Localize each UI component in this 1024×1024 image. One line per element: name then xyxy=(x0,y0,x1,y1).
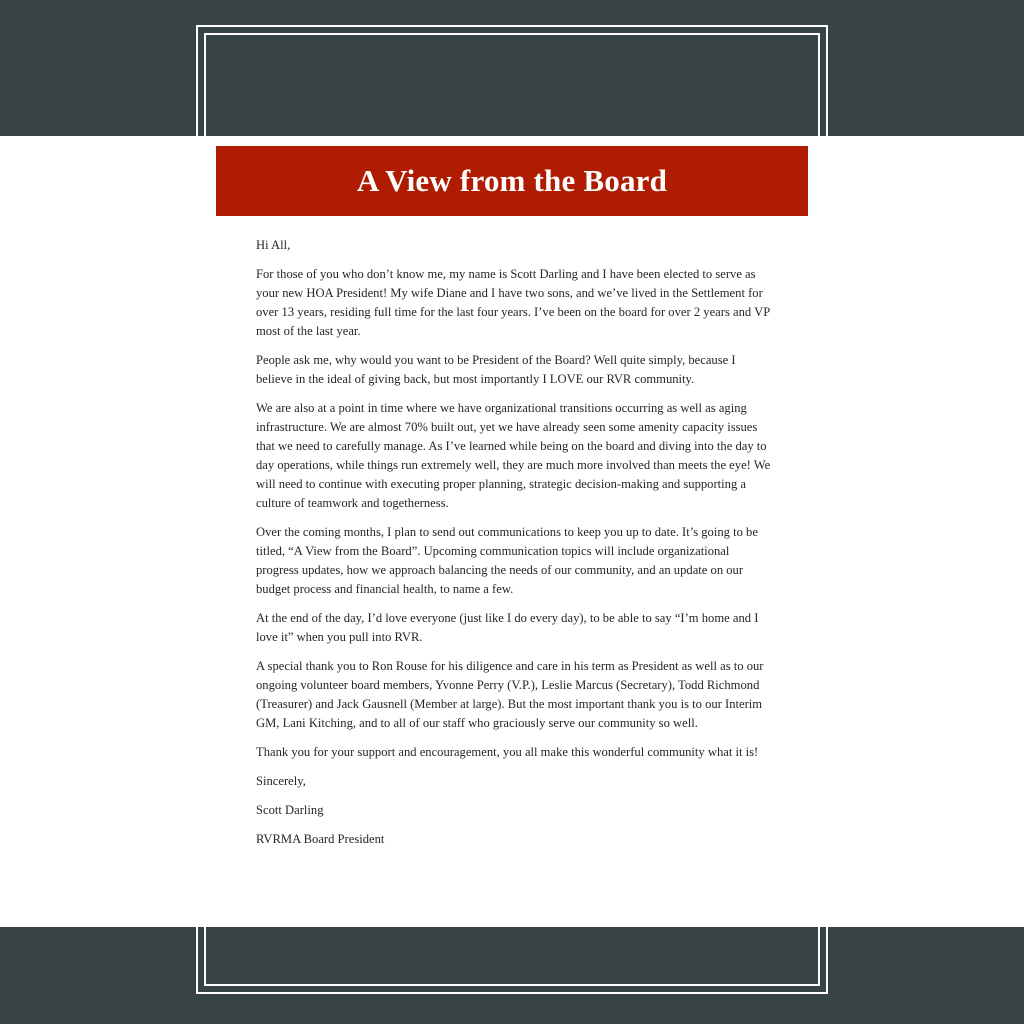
frame-rule-right-outer xyxy=(826,136,828,927)
letter-paragraph: People ask me, why would you want to be President of the Board? Well quite simply, because I believe in the ideal of giving back, but most importantly I LOVE our RVR community. xyxy=(256,353,736,386)
title-banner xyxy=(216,146,808,216)
letter-paragraph: Thank you for your support and encouragement, you all make this wonderful community what it is! xyxy=(256,745,759,759)
letter-paragraph: A special thank you to Ron Rouse for his diligence and care in his term as President as well as to our ongoing volunteer board members, Yvonne Perry (V.P.), Leslie Marcus (Secretary), Todd Richmond (Treasurer) and Jack Gausnell (Member at large). But the most important thank you is to our Interim GM, Lani Kitching, and to all of our staff who graciously serve our community so well. xyxy=(256,659,764,730)
letter-greeting: Hi All, xyxy=(256,238,291,252)
letter-body xyxy=(256,236,772,859)
letter-paragraph: We are also at a point in time where we have organizational transitions occurring as well as aging infrastructure. We are almost 70% built out, yet we have already seen some amenity capacity issues that we need to carefully manage. As I’ve learned while being on the board and diving into the day to day operations, while things run extremely well, they are much more involved than meets the eye! We will need to continue with executing proper planning, strategic decision-making and supporting a culture of teamwork and togetherness. xyxy=(256,401,771,510)
letter-paragraph: Over the coming months, I plan to send out communications to keep you up to date. It’s going to be titled, “A View from the Board”. Upcoming communication topics will include organizational progress updates, how we approach balancing the needs of our community, and an update on our budget process and financial health, to name a few. xyxy=(256,525,758,596)
signature-title: RVRMA Board President xyxy=(256,832,385,846)
letter-paragraph: For those of you who don’t know me, my name is Scott Darling and I have been elected to serve as your new HOA President! My wife Diane and I have two sons, and we’ve lived in the Settlement for over 13 years, residing full time for the last four years. I’ve been on the board for over 2 years and VP most of the last year. xyxy=(256,267,770,338)
top-background-band xyxy=(0,0,1024,136)
frame-rule-left-inner xyxy=(204,136,206,927)
signature-name: Scott Darling xyxy=(256,803,324,817)
frame-rule-left-outer xyxy=(196,136,198,927)
letter-closing: Sincerely, xyxy=(256,774,306,788)
page-title: A View from the Board xyxy=(356,163,668,198)
frame-rule-right-inner xyxy=(818,136,820,927)
letter-paragraph: At the end of the day, I’d love everyone (just like I do every day), to be able to say “I’m home and I love it” when you pull into RVR. xyxy=(256,611,759,644)
bottom-background-band xyxy=(0,927,1024,1024)
